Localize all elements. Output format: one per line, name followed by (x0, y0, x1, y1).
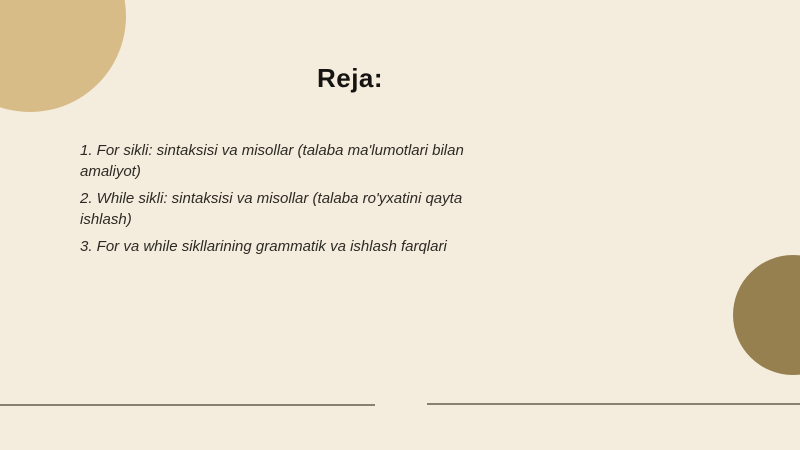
list-item-2 (80, 188, 560, 230)
list-item-2-line-1: 2. While sikli: sintaksisi va misollar (talaba ro'yxatini qayta (80, 190, 463, 207)
decorative-circle-top-left (0, 0, 126, 112)
plan-list (80, 140, 560, 263)
bottom-divider-right (427, 403, 800, 405)
slide-title: Reja: (316, 63, 384, 93)
list-item-1 (80, 140, 560, 182)
list-item-1-line-2: amaliyot) (80, 163, 141, 180)
bottom-divider-left (0, 404, 375, 406)
list-item-3 (80, 236, 560, 257)
list-item-2-line-2: ishlash) (80, 211, 132, 228)
decorative-circle-right (733, 255, 800, 375)
list-item-3-line-1: 3. For va while sikllarining grammatik va ishlash farqlari (80, 238, 447, 255)
list-item-1-line-1: 1. For sikli: sintaksisi va misollar (talaba ma'lumotlari bilan (80, 142, 464, 159)
